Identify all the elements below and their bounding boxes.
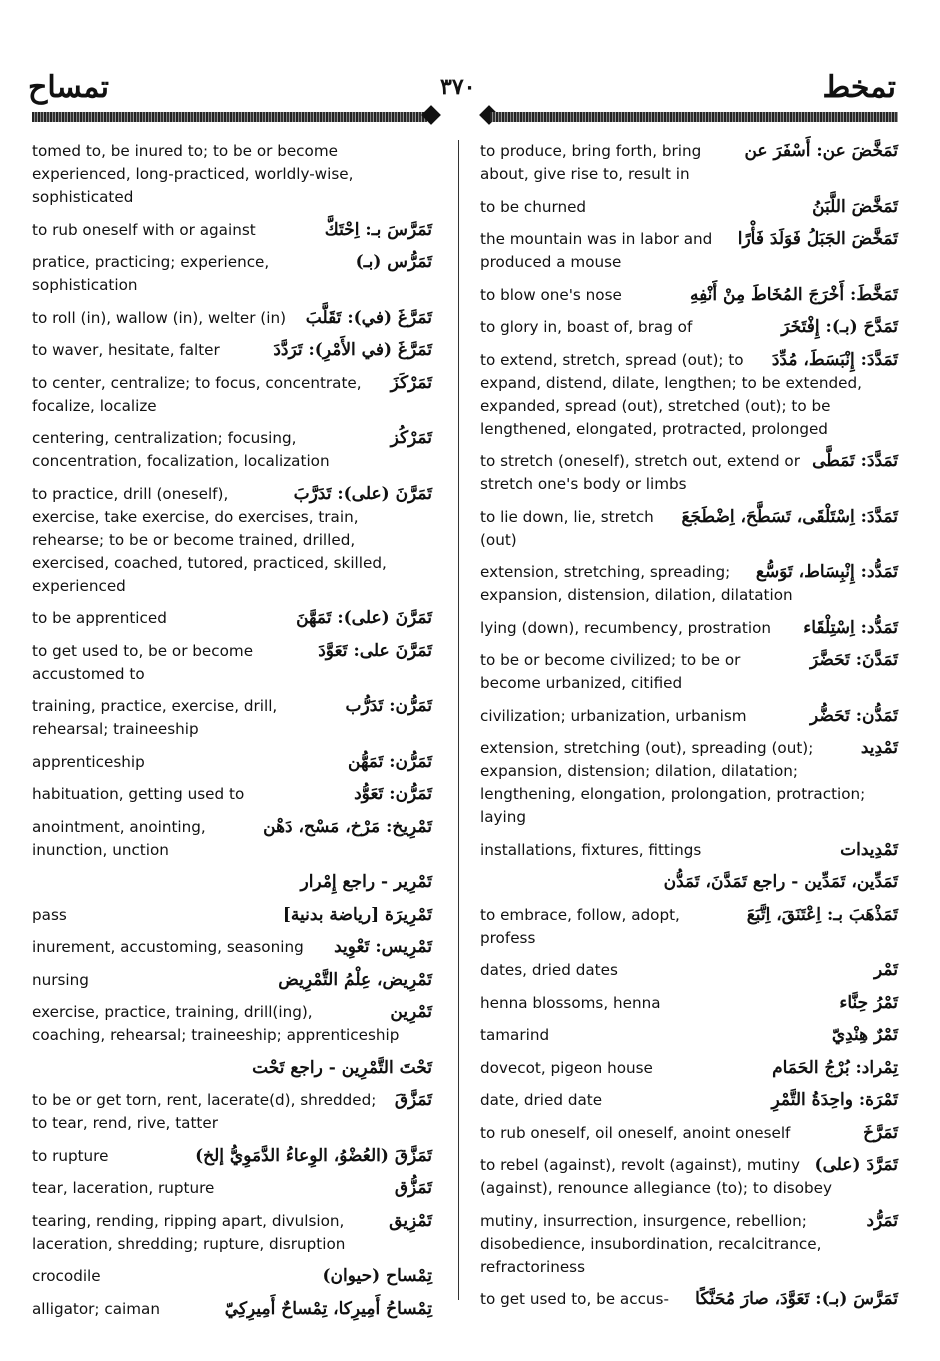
dictionary-entry: [32, 140, 432, 209]
header-rule-left: [32, 112, 427, 122]
right-column: [480, 140, 898, 1321]
headword-arabic: تَمَخَّضَ الجَبَلُ فَوَلَدَ فَأْرًا: [737, 229, 898, 249]
left-column: [32, 140, 432, 1330]
dictionary-entry: [32, 372, 432, 418]
headword-arabic: تَمَدَّدَ: إِنْبَسَطَ، مُدِّدَ: [771, 349, 898, 370]
definition-english: to stretch (oneself), stretch out, extend or stretch one's body or limbs: [480, 452, 800, 493]
definition-english: pass: [32, 905, 67, 924]
headword-arabic: تَمَرُّن: تَمَهُّن: [348, 751, 432, 772]
definition-english: to rub oneself, oil oneself, anoint oneself: [480, 1123, 791, 1142]
dictionary-entry: [32, 1298, 432, 1321]
definition-english: to be churned: [480, 197, 587, 216]
dictionary-entry: [480, 450, 898, 496]
headword-arabic: تَمَدُّن: تَحَضُّر: [810, 705, 898, 726]
definition-english: installations, fixtures, fittings: [480, 840, 702, 859]
headword-arabic: تَمْرُ حِنَّاء: [839, 992, 898, 1013]
dictionary-entry: [480, 561, 898, 607]
dictionary-entry: [32, 251, 432, 297]
definition-english: to get used to, be or become accustomed to: [32, 641, 254, 683]
headword-arabic: تِمْساح (حيوان): [322, 1266, 432, 1286]
dictionary-entry: [32, 339, 432, 362]
headword-arabic: تَمْرِين: [390, 1002, 432, 1022]
definition-english: date, dried date: [480, 1091, 603, 1109]
headword-arabic: تَمَرَّنَ على: تَعَوَّدَ: [318, 640, 432, 661]
headword-arabic: تَمْدِيد: [860, 738, 898, 758]
definition-english: to rub oneself with or against: [32, 220, 256, 239]
headword-arabic: تَمْرِيس: تَعْوِيد: [334, 937, 432, 957]
column-divider: [458, 140, 459, 1300]
headword-arabic: تِمْراد: بُرْجُ الحَمَام: [772, 1057, 898, 1078]
definition-english: to blow one's nose: [480, 285, 622, 304]
definition-english: anointment, anointing, inunction, unction: [32, 817, 206, 859]
dictionary-entry: [480, 1288, 898, 1311]
definition-english: to rebel (against), revolt (against), mutiny (against), renounce allegiance (to); to disobey: [480, 1156, 832, 1197]
dictionary-entry: [32, 969, 432, 992]
definition-english: to practice, drill (oneself), exercise, take exercise, do exercises, train, rehearse; to be or become trained, drilled, exercised, coached, tutored, practiced, skilled, experienced: [32, 484, 387, 595]
definition-english: to be or get torn, rent, lacerate(d), shredded; to tear, rend, rive, tatter: [32, 1091, 377, 1132]
dictionary-entry: [480, 228, 898, 274]
dictionary-entry: [480, 737, 898, 829]
dictionary-entry: [480, 1024, 898, 1047]
headword-arabic: تَمْرِيرَة [رياضة بدنية]: [282, 904, 432, 925]
headword-arabic: تِمْساحُ أَمِيرِكا، تِمْساحٌ أَمِيرِكِيّ: [224, 1298, 432, 1319]
definition-english: to roll (in), wallow (in), welter (in): [32, 308, 287, 327]
headword-arabic: تَمَرْكَزَ: [390, 372, 432, 393]
dictionary-entry: [32, 1177, 432, 1200]
dictionary-entry: [32, 936, 432, 959]
headword-arabic: تَمَرُّن: تَدَرُّب: [345, 696, 432, 716]
definition-english: exercise, practice, training, drill(ing), coaching, rehearsal; traineeship; apprenticeship: [32, 1003, 400, 1044]
dictionary-entry: [480, 1089, 898, 1112]
dictionary-entry: [32, 1265, 432, 1288]
definition-english: pratice, practicing; experience, sophistication: [32, 253, 270, 294]
definition-english: tamarind: [480, 1026, 550, 1044]
definition-english: civilization; urbanization, urbanism: [480, 706, 747, 725]
definition-english: alligator; caiman: [32, 1299, 160, 1318]
definition-english: crocodile: [32, 1267, 101, 1285]
headword-arabic: تَمَدِّين، تَمَدِّين - راجع تَمَدَّنَ، تَمَدُّن: [663, 872, 898, 892]
dictionary-entry: [32, 1145, 432, 1168]
dictionary-entry: [480, 316, 898, 339]
headword-arabic: تَمْرِيض، عِلْمُ التَّمْرِيض: [278, 969, 432, 990]
dictionary-entry: [32, 1210, 432, 1256]
dictionary-entry: [32, 695, 432, 741]
dictionary-entry: [32, 483, 432, 598]
dictionary-entry: [32, 307, 432, 330]
dictionary-entry: [480, 649, 898, 695]
running-head-right: تمخط: [822, 70, 896, 105]
headword-arabic: تَمْزِيق: [389, 1210, 432, 1231]
dictionary-entry: [480, 1057, 898, 1080]
running-head-left: تمساح: [28, 70, 109, 105]
definition-english: to center, centralize; to focus, concentrate, focalize, localize: [32, 373, 362, 415]
dictionary-entry: [480, 284, 898, 307]
headword-arabic: تَمْدِيدات: [840, 839, 898, 860]
dictionary-entry: [480, 871, 898, 894]
headword-arabic: تَمَخَّطَ: أَخْرَجَ المُخَاطَ مِنْ أَنْفِهِ: [689, 284, 898, 305]
definition-english: to extend, stretch, spread (out); to expand, distend, dilate, lengthen; to be extended, expanded, spread (out), stretched (out); to be lengthened, elongated, protracted, prolonged: [480, 350, 862, 438]
dictionary-entry: [480, 992, 898, 1015]
dictionary-entry: [480, 617, 898, 640]
headword-arabic: تَمْرٌ هِنْدِيّ: [831, 1025, 898, 1045]
dictionary-entry: [480, 349, 898, 441]
headword-arabic: تَمْرَة: واحِدَةُ التَّمْرِ: [771, 1090, 898, 1110]
definition-english: extension, stretching (out), spreading (out); expansion, distension; dilation, dilatation; lengthening, elongation, prolongation, protraction; laying: [480, 739, 866, 826]
definition-english: to be apprenticed: [32, 609, 167, 627]
definition-english: extension, stretching, spreading; expansion, distension, dilation, dilatation: [480, 563, 793, 604]
headword-arabic: تَمَخَّضَ عن: أَسْفَرَ عن: [744, 141, 898, 161]
dictionary-entry: [480, 140, 898, 186]
dictionary-entry: [480, 839, 898, 862]
dictionary-entry: [32, 427, 432, 473]
headword-arabic: تَمَرَّغَ (في): تَقَلَّبَ: [305, 307, 432, 328]
dictionary-entry: [32, 816, 432, 862]
headword-arabic: تَمَخَّضَ اللَّبَنُ: [812, 196, 898, 217]
definition-english: to rupture: [32, 1146, 109, 1165]
dictionary-entry: [32, 219, 432, 242]
definition-english: habituation, getting used to: [32, 785, 245, 803]
headword-arabic: تَمَرُّن: تَعَوُّد: [354, 784, 432, 804]
headword-arabic: تَمَرَّسَ بـ: اِحْتَكَّ: [324, 219, 432, 240]
headword-arabic: تَمَزَّقَ (العُضْوُ، الوِعاءُ الدَّمَوِيُّ إلخ): [195, 1145, 432, 1166]
dictionary-entry: [480, 506, 898, 552]
headword-arabic: تَمَرَّنَ (على): تَمَهَّنَ: [296, 608, 432, 628]
headword-arabic: تَمْرِير - راجع إِمْرار: [300, 872, 432, 892]
dictionary-entry: [480, 705, 898, 728]
headword-arabic: تَمَدَّحَ (بـ): إِفْتَخَرَ: [781, 317, 898, 337]
headword-arabic: تَمَرُّد: [866, 1210, 898, 1231]
headword-arabic: تَحْتَ التَّمْرِين - راجع تَحْت: [252, 1057, 432, 1078]
definition-english: to produce, bring forth, bring about, give rise to, result in: [480, 142, 702, 183]
dictionary-entry: [32, 904, 432, 927]
definition-english: to embrace, follow, adopt, profess: [480, 905, 680, 947]
dictionary-entry: [32, 1001, 432, 1047]
headword-arabic: تَمَرَّغَ (في الأَمْرِ): تَرَدَّدَ: [273, 340, 432, 360]
definition-english: centering, centralization; focusing, concentration, focalization, localization: [32, 429, 330, 470]
headword-arabic: تَمَدَّنَ: تَحَضَّرَ: [810, 650, 898, 670]
definition-english: nursing: [32, 970, 89, 989]
definition-english: dates, dried dates: [480, 961, 618, 979]
headword-arabic: تَمَرْكُز: [390, 428, 432, 448]
headword-arabic: تَمَدُّد: اِسْتِلْقَاء: [803, 617, 898, 638]
headword-arabic: تَمَرُّس (بـ): [355, 252, 432, 272]
definition-english: the mountain was in labor and produced a mouse: [480, 230, 713, 271]
definition-english: training, practice, exercise, drill, rehearsal; traineeship: [32, 697, 278, 738]
dictionary-entry: [480, 1210, 898, 1279]
headword-arabic: تَمَرَّنَ (على): تَدَرَّبَ: [293, 483, 432, 504]
headword-arabic: تَمَدَّدَ: اِسْتَلْقَى، تَسَطَّحَ، اِضْطَجَعَ: [681, 506, 898, 527]
definition-english: tear, laceration, rupture: [32, 1179, 215, 1197]
dictionary-entry: [32, 871, 432, 894]
header-rule-right: [490, 112, 898, 122]
definition-english: henna blossoms, henna: [480, 993, 661, 1012]
definition-english: to waver, hesitate, falter: [32, 341, 220, 359]
headword-arabic: تَمَدَّدَ: تَمَطَّى: [812, 451, 898, 471]
definition-english: to lie down, lie, stretch (out): [480, 507, 654, 549]
headword-arabic: تَمَذْهَبَ بـ: اِعْتَنَقَ، اِتَّبَعَ: [746, 904, 898, 925]
dictionary-entry: [480, 196, 898, 219]
definition-english: mutiny, insurrection, insurgence, rebellion; disobedience, insubordination, recalcitrance, refractoriness: [480, 1211, 822, 1276]
page-number: ٣٧٠: [440, 74, 476, 100]
headword-arabic: تَمَرَّدَ (على): [814, 1155, 898, 1175]
dictionary-entry: [480, 1122, 898, 1145]
definition-english: apprenticeship: [32, 752, 145, 771]
headword-arabic: تَمَدُّد: إِنْبِسَاط، تَوَسُّع: [755, 562, 898, 582]
definition-english: dovecot, pigeon house: [480, 1058, 653, 1077]
headword-arabic: تَمْرِيخ: مَرْخ، مَسْح، دَهْن: [263, 816, 432, 837]
headword-arabic: تَمَزُّق: [394, 1178, 432, 1198]
dictionary-entry: [32, 751, 432, 774]
definition-english: tomed to, be inured to; to be or become experienced, long-practiced, worldly-wise, sophisticated: [32, 142, 354, 206]
definition-english: to get used to, be accus-: [480, 1290, 669, 1308]
definition-english: to glory in, boast of, brag of: [480, 318, 693, 336]
dictionary-entry: [480, 1154, 898, 1200]
dictionary-entry: [32, 1057, 432, 1080]
definition-english: tearing, rending, ripping apart, divulsion, laceration, shredding; rupture, disruption: [32, 1211, 346, 1253]
definition-english: lying (down), recumbency, prostration: [480, 618, 771, 637]
definition-english: to be or become civilized; to be or become urbanized, citified: [480, 651, 741, 692]
headword-arabic: تَمَرَّخَ: [863, 1122, 898, 1143]
headword-arabic: تَمَرَّسَ (بـ): تَعَوَّدَ، صارَ مُحَنَّكًا: [695, 1289, 898, 1309]
dictionary-entry: [480, 904, 898, 950]
dictionary-entry: [32, 783, 432, 806]
headword-arabic: تَمَزَّقَ: [394, 1090, 432, 1110]
dictionary-entry: [32, 607, 432, 630]
headword-arabic: تَمْر: [874, 960, 898, 980]
definition-english: inurement, accustoming, seasoning: [32, 938, 304, 956]
dictionary-entry: [480, 959, 898, 982]
dictionary-entry: [32, 1089, 432, 1135]
dictionary-entry: [32, 640, 432, 686]
